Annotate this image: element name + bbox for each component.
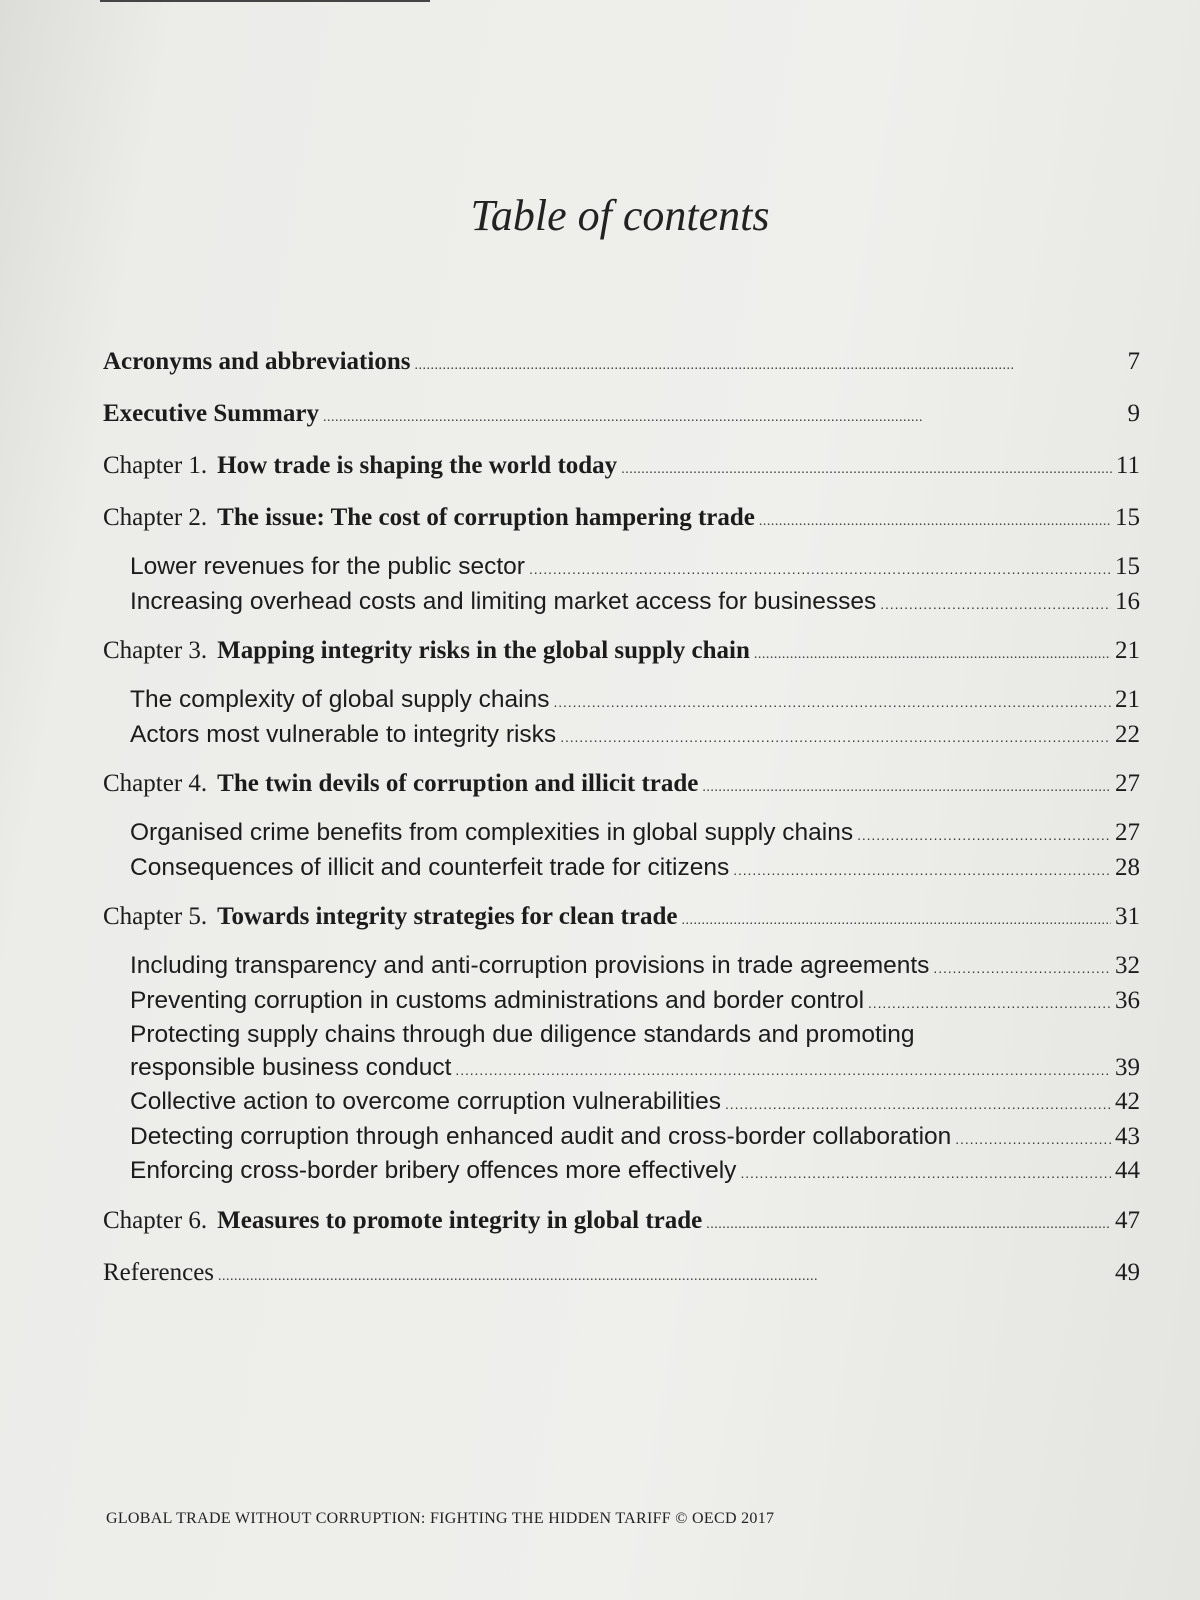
chapter-title: Mapping integrity risks in the global supply chain	[217, 637, 750, 664]
toc-section[interactable]	[103, 719, 1140, 754]
toc-section[interactable]	[103, 817, 1140, 852]
dot-leader	[323, 397, 1124, 435]
section-label: responsible business conduct	[130, 1053, 452, 1081]
dot-leader	[933, 950, 1111, 985]
chapter-title: The twin devils of corruption and illicit trade	[217, 770, 699, 797]
chapter-4-sections	[103, 817, 1140, 886]
section-label: Actors most vulnerable to integrity risks	[130, 720, 557, 748]
section-label: Increasing overhead costs and limiting market access for businesses	[130, 587, 877, 615]
section-label: Lower revenues for the public sector	[130, 553, 525, 580]
toc-page-number: 21	[1115, 686, 1140, 713]
section-label: The complexity of global supply chains	[130, 686, 550, 713]
chapter-title: The issue: The cost of corruption hampering trade	[217, 504, 755, 531]
chapter-2-sections	[103, 551, 1140, 620]
dot-leader	[414, 345, 1123, 383]
toc-chapter-5[interactable]	[103, 900, 1140, 938]
toc-page-number: 42	[1115, 1088, 1140, 1115]
dot-leader	[560, 719, 1111, 754]
dot-leader	[702, 767, 1111, 805]
dot-leader	[880, 586, 1111, 621]
page-footer: GLOBAL TRADE WITHOUT CORRUPTION: FIGHTING THE HIDDEN TARIFF © OECD 2017	[106, 1510, 775, 1527]
chapter-number: Chapter 4.	[103, 770, 208, 797]
toc-page-number: 47	[1115, 1206, 1140, 1234]
dot-leader	[733, 852, 1111, 887]
chapter-title: Towards integrity strategies for clean trade	[217, 903, 678, 930]
toc-page-number: 22	[1115, 720, 1140, 748]
dot-leader	[759, 501, 1111, 539]
dot-leader	[455, 1052, 1111, 1087]
chapter-number: Chapter 1.	[103, 452, 208, 479]
toc-chapter-4[interactable]	[103, 767, 1140, 805]
section-label: Collective action to overcome corruption vulnerabilities	[130, 1088, 722, 1115]
toc-page-number: 11	[1115, 452, 1140, 479]
toc-page-number: 15	[1115, 504, 1140, 531]
toc-section[interactable]	[103, 551, 1140, 586]
toc-page-number: 31	[1115, 903, 1140, 930]
toc-page-number: 21	[1115, 637, 1140, 664]
chapter-number: Chapter 2.	[103, 504, 208, 531]
table-of-contents	[103, 345, 1140, 1294]
toc-section[interactable]	[103, 586, 1140, 621]
dot-leader	[740, 1155, 1111, 1190]
dot-leader	[725, 1086, 1111, 1121]
dot-leader	[955, 1121, 1111, 1156]
section-label: Enforcing cross-border bribery offences more effectively	[130, 1157, 737, 1184]
toc-page-number: 44	[1115, 1157, 1140, 1184]
top-rule	[100, 0, 430, 2]
toc-page-number: 7	[1127, 348, 1140, 375]
chapter-number: Chapter 6.	[103, 1206, 208, 1234]
chapter-5-sections	[103, 950, 1140, 1190]
section-label: Organised crime benefits from complexities in global supply chains	[130, 819, 854, 846]
toc-page-number: 27	[1115, 819, 1140, 846]
chapter-number: Chapter 5.	[103, 903, 208, 930]
chapter-title: Measures to promote integrity in global trade	[217, 1206, 703, 1234]
toc-section[interactable]	[103, 684, 1140, 719]
toc-page-number: 15	[1115, 553, 1140, 580]
toc-section[interactable]	[103, 1086, 1140, 1121]
toc-page-number: 27	[1115, 770, 1140, 797]
toc-page-number: 36	[1115, 986, 1140, 1014]
dot-leader	[754, 634, 1111, 672]
toc-section[interactable]	[103, 985, 1140, 1020]
section-label: Preventing corruption in customs administrations and border control	[130, 986, 865, 1014]
section-label: Including transparency and anti-corruption provisions in trade agreements	[130, 952, 930, 979]
toc-chapter-2[interactable]	[103, 501, 1140, 539]
toc-section[interactable]	[103, 1121, 1140, 1156]
toc-page-number: 32	[1115, 952, 1140, 979]
toc-page-number: 39	[1115, 1053, 1140, 1081]
chapter-3-sections	[103, 684, 1140, 753]
toc-entry-acronyms[interactable]	[103, 345, 1140, 383]
dot-leader	[553, 684, 1111, 719]
toc-chapter-3[interactable]	[103, 634, 1140, 672]
page-title: Table of contents	[470, 191, 770, 240]
section-label: Detecting corruption through enhanced audit and cross-border collaboration	[130, 1122, 952, 1150]
toc-chapter-6[interactable]	[103, 1204, 1140, 1242]
toc-page-number: 43	[1115, 1122, 1140, 1150]
dot-leader	[529, 551, 1111, 586]
toc-entry-label: References	[103, 1258, 215, 1286]
section-label-line1[interactable]: Protecting supply chains through due diligence standards and promoting	[130, 1021, 915, 1048]
toc-section[interactable]	[103, 950, 1140, 985]
chapter-number: Chapter 3.	[103, 637, 208, 664]
dot-leader	[706, 1204, 1111, 1242]
toc-section[interactable]	[103, 1155, 1140, 1190]
toc-entry-label: Acronyms and abbreviations	[103, 348, 411, 375]
toc-entry-references[interactable]	[103, 1256, 1140, 1294]
dot-leader	[857, 817, 1111, 852]
toc-chapter-1[interactable]	[103, 449, 1140, 487]
dot-leader	[681, 900, 1111, 938]
dot-leader	[868, 985, 1111, 1020]
toc-page-number: 49	[1115, 1258, 1140, 1286]
toc-page-number: 9	[1127, 400, 1140, 427]
toc-entry-executive-summary[interactable]	[103, 397, 1140, 435]
chapter-title: How trade is shaping the world today	[217, 452, 618, 479]
toc-page-number: 28	[1115, 853, 1140, 881]
section-label: Consequences of illicit and counterfeit trade for citizens	[130, 853, 730, 881]
toc-section[interactable]	[103, 852, 1140, 887]
toc-entry-label: Executive Summary	[103, 400, 319, 427]
dot-leader	[218, 1256, 1111, 1294]
toc-section[interactable]	[103, 1052, 1140, 1087]
dot-leader	[621, 449, 1112, 487]
toc-page-number: 16	[1115, 587, 1140, 615]
